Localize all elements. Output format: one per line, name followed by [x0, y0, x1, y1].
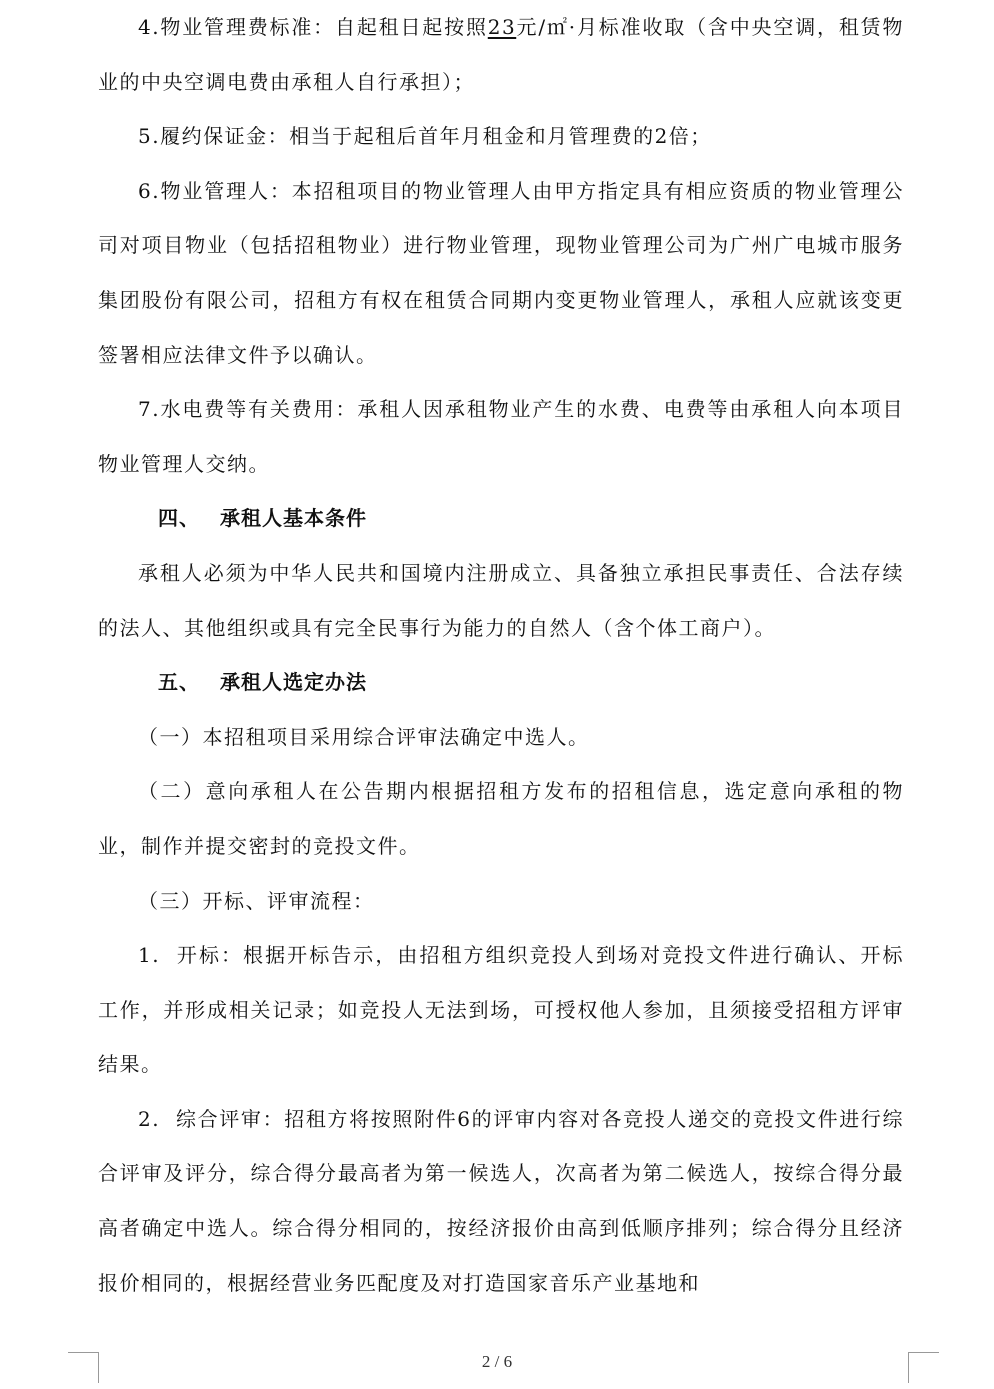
property-fee-prefix: 4.物业管理费标准：自起租日起按照 [138, 15, 488, 39]
section-title: 承租人选定办法 [220, 670, 367, 695]
paragraph-tenant-conditions: 承租人必须为中华人民共和国境内注册成立、具备独立承担民事责任、合法存续的法人、其他组织或具有完全民事行为能力的自然人（含个体工商户）。 [98, 560, 904, 640]
property-fee-suffix: 元/㎡·月标准收取（含中央空调，租赁物业的中央空调电费由承租人自行承担）； [98, 15, 904, 94]
paragraph-deposit: 5.履约保证金：相当于起租后首年月租金和月管理费的2倍； [138, 124, 712, 149]
document-body [98, 0, 904, 1310]
section-heading-tenant-conditions [98, 491, 904, 546]
section-number: 四、 [158, 506, 200, 531]
paragraph-selection-item-2: （二）意向承租人在公告期内根据招租方发布的招租信息，选定意向承租的物业，制作并提交密封的竞投文件。 [98, 779, 904, 858]
page-number: 2 / 6 [481, 1352, 513, 1371]
paragraph-selection-item-3: （三）开标、评审流程： [138, 888, 375, 913]
paragraph-step-comprehensive-review: 2. 综合评审：招租方将按照附件6的评审内容对各竞投人递交的竞投文件进行综合评审及评分，综合得分最高者为第一候选人，次高者为第二候选人，按综合得分最高者确定中选人。综合得分相同的，按经济报价由高到低顺序排列；综合得分且经济报价相同的，根据经营业务匹配度及对打造国家音乐产业基地和 [98, 1106, 904, 1295]
section-title: 承租人基本条件 [220, 506, 367, 531]
paragraph-step-bid-opening: 1. 开标：根据开标告示，由招租方组织竞投人到场对竞投文件进行确认、开标工作，并形成相关记录；如竞投人无法到场，可授权他人参加，且须接受招租方评审结果。 [98, 943, 904, 1077]
section-heading-selection-method [98, 655, 904, 710]
paragraph-property-manager: 6.物业管理人：本招租项目的物业管理人由甲方指定具有相应资质的物业管理公司对项目物业（包括招租物业）进行物业管理，现物业管理公司为广州广电城市服务集团股份有限公司，招租方有权在租赁合同期内变更物业管理人，承租人应就该变更签署相应法律文件予以确认。 [98, 178, 904, 367]
paragraph-selection-item-1: （一）本招租项目采用综合评审法确定中选人。 [138, 724, 590, 749]
section-number: 五、 [158, 670, 200, 695]
property-fee-amount: 23 [487, 15, 517, 39]
paragraph-utility-fees: 7.水电费等有关费用：承租人因承租物业产生的水费、电费等由承租人向本项目物业管理人交纳。 [98, 397, 904, 476]
paragraph-property-fee [98, 0, 904, 109]
